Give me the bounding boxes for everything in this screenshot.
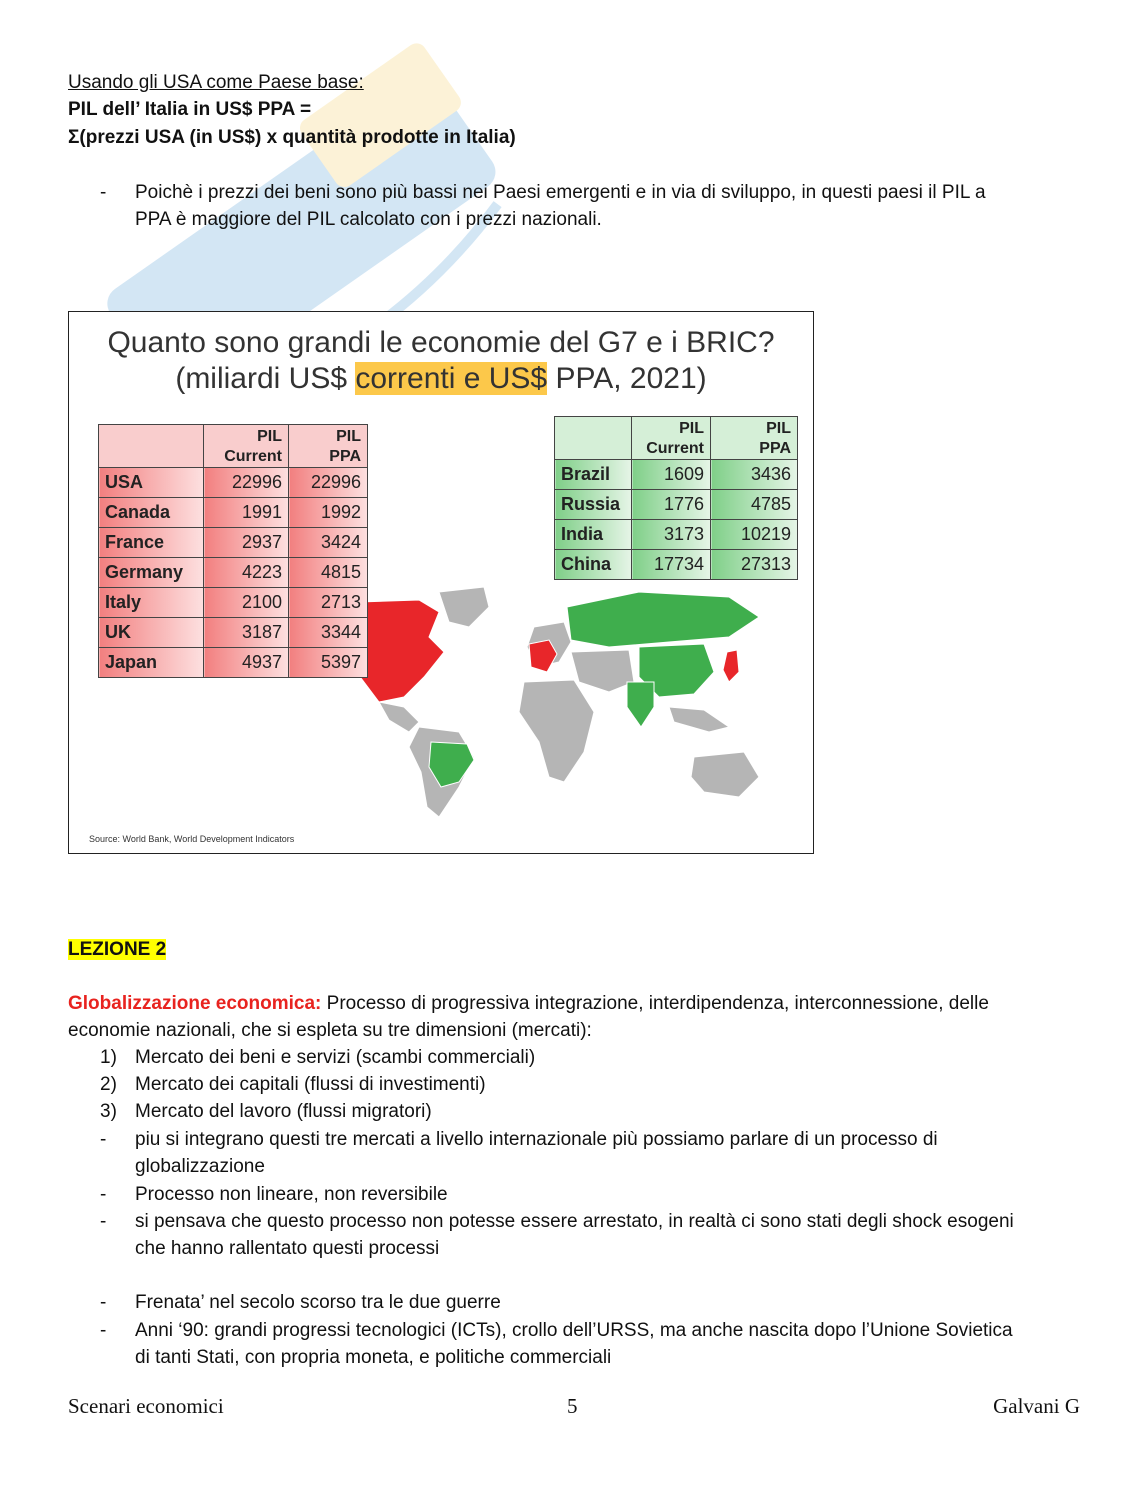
list-item-cont: di tanti Stati, con propria moneta, e politiche commerciali xyxy=(135,1347,612,1368)
list-number: 2) xyxy=(100,1074,117,1095)
g7-header-blank xyxy=(99,425,204,468)
map-australia xyxy=(691,752,759,797)
bric-header-ppa: PIL PPA xyxy=(711,417,798,460)
list-item: Mercato dei capitali (flussi di investimenti) xyxy=(135,1074,486,1095)
map-middle-east xyxy=(571,650,634,692)
formula-line-1: PIL dell’ Italia in US$ PPA = xyxy=(68,99,312,120)
bullet-dash: - xyxy=(100,1184,107,1205)
g7-bric-figure xyxy=(68,311,814,854)
definition-term: Globalizzazione economica: xyxy=(68,993,322,1014)
bullet-dash: - xyxy=(100,182,107,203)
table-row: China 17734 27313 xyxy=(555,550,798,580)
intro-text: Usando gli USA come Paese base: xyxy=(68,72,364,93)
definition-line-2: economie nazionali, che si espleta su tre dimensioni (mercati): xyxy=(68,1020,592,1041)
bullet-dash: - xyxy=(100,1292,107,1313)
figure-title-highlight: correnti e US$ xyxy=(355,362,548,395)
list-item-cont: che hanno rallentato questi processi xyxy=(135,1238,440,1259)
formula-line-2: Σ(prezzi USA (in US$) x quantità prodotte in Italia) xyxy=(68,127,516,148)
map-africa xyxy=(519,680,594,782)
list-item-cont: globalizzazione xyxy=(135,1156,265,1177)
table-row: Canada 1991 1992 xyxy=(99,498,368,528)
map-greenland xyxy=(439,587,489,627)
list-item: piu si integrano questi tre mercati a livello internazionale più possiamo parlare di un processo di xyxy=(135,1129,938,1150)
bullet-dash: - xyxy=(100,1320,107,1341)
bullet-dash: - xyxy=(100,1129,107,1150)
list-item: Mercato dei beni e servizi (scambi commerciali) xyxy=(135,1047,536,1068)
table-row: Japan 4937 5397 xyxy=(99,648,368,678)
list-item: Frenata’ nel secolo scorso tra le due guerre xyxy=(135,1292,501,1313)
table-row: Russia 1776 4785 xyxy=(555,490,798,520)
figure-title-line-1: Quanto sono grandi le economie del G7 e i BRIC? xyxy=(107,326,775,359)
bric-header-blank xyxy=(555,417,632,460)
g7-table xyxy=(98,424,368,678)
table-row: India 3173 10219 xyxy=(555,520,798,550)
page-number: 5 xyxy=(567,1394,578,1418)
bric-table xyxy=(554,416,798,580)
bullet-dash: - xyxy=(100,1211,107,1232)
footer-right: Galvani G xyxy=(993,1394,1080,1418)
table-row: Brazil 1609 3436 xyxy=(555,460,798,490)
table-row: UK 3187 3344 xyxy=(99,618,368,648)
list-number: 3) xyxy=(100,1101,117,1122)
map-japan xyxy=(723,650,739,682)
ppa-bullet-line-1: Poichè i prezzi dei beni sono più bassi nei Paesi emergenti e in via di sviluppo, in questi paesi il PIL a xyxy=(135,182,986,203)
footer-left: Scenari economici xyxy=(68,1394,224,1418)
table-row: Germany 4223 4815 xyxy=(99,558,368,588)
map-central-america xyxy=(379,702,419,732)
map-southeast-asia xyxy=(669,707,729,732)
lesson-title: LEZIONE 2 xyxy=(68,939,167,960)
definition-line-1: Globalizzazione economica: Processo di progressiva integrazione, interdipendenza, interconnessione, delle xyxy=(68,993,989,1014)
map-india xyxy=(627,682,654,727)
table-row: Italy 2100 2713 xyxy=(99,588,368,618)
list-item: Anni ‘90: grandi progressi tecnologici (ICTs), crollo dell’URSS, ma anche nascita dopo l’Unione Sovietica xyxy=(135,1320,1013,1341)
figure-title-line-2: (miliardi US$ correnti e US$ PPA, 2021) xyxy=(175,362,707,395)
g7-header-ppa: PIL PPA xyxy=(289,425,368,468)
g7-header-current: PIL Current xyxy=(204,425,289,468)
list-item: Processo non lineare, non reversibile xyxy=(135,1184,448,1205)
world-map xyxy=(309,582,769,842)
table-row: USA 22996 22996 xyxy=(99,468,368,498)
table-row: France 2937 3424 xyxy=(99,528,368,558)
ppa-bullet-line-2: PPA è maggiore del PIL calcolato con i prezzi nazionali. xyxy=(135,209,602,230)
figure-source: Source: World Bank, World Development Indicators xyxy=(89,834,295,844)
list-item: Mercato del lavoro (flussi migratori) xyxy=(135,1101,432,1122)
list-item: si pensava che questo processo non potesse essere arrestato, in realtà ci sono stati degli shock esogeni xyxy=(135,1211,1014,1232)
bric-header-current: PIL Current xyxy=(632,417,711,460)
map-russia xyxy=(567,592,759,647)
list-number: 1) xyxy=(100,1047,117,1068)
